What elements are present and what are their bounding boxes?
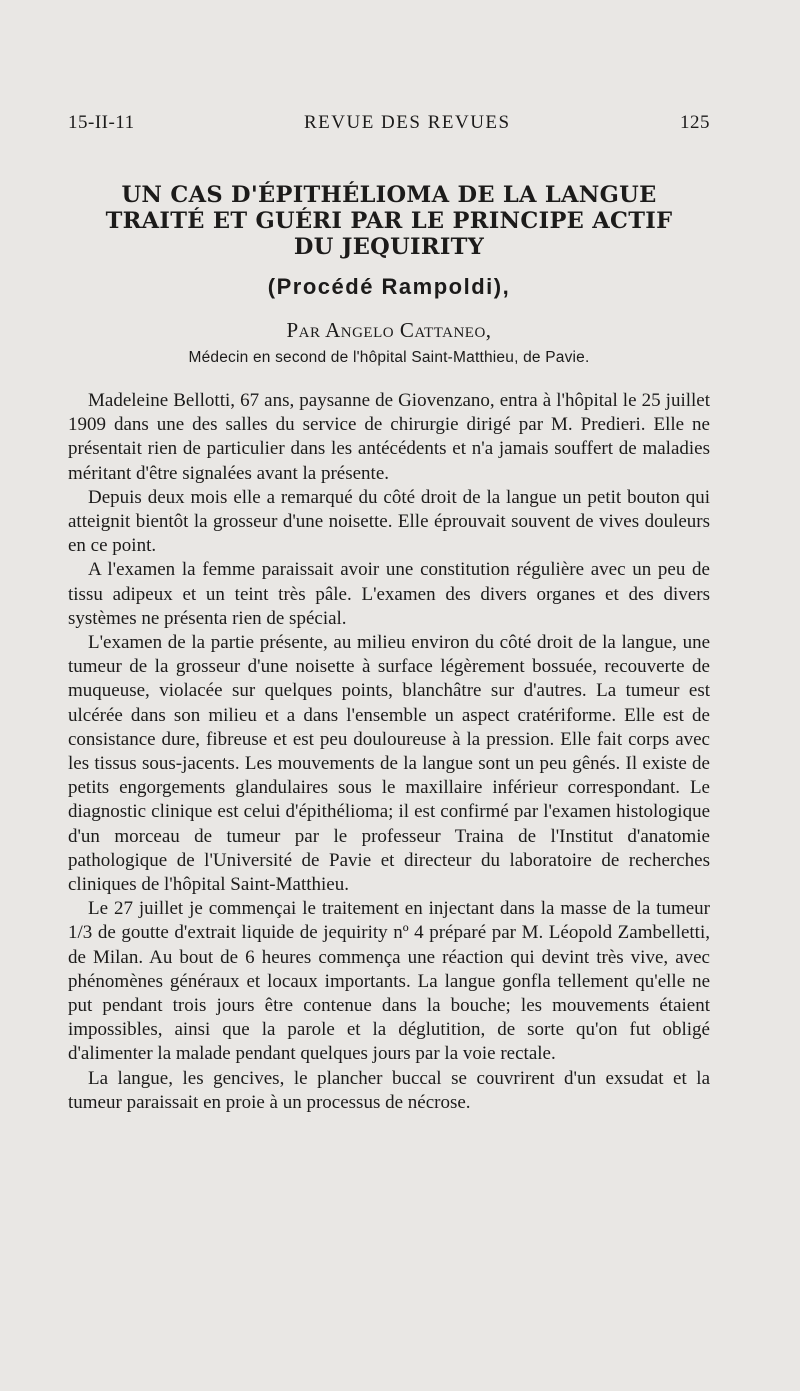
header-date: 15-II-11 <box>68 112 135 133</box>
page <box>68 112 710 1115</box>
article-author: Par Angelo Cattaneo, <box>286 318 492 342</box>
body-paragraph: Madeleine Bellotti, 67 ans, paysanne de Giovenzano, entra à l'hôpital le 25 juillet 1909 dans une des salles du service de chirurgie dirigé par M. Predieri. Elle ne présentait rien de particulier dans les antécédents et n'a jamais souffert de maladies méritant d'être signalées avant la présente. <box>68 390 710 484</box>
header-journal-title: REVUE DES REVUES <box>303 112 511 133</box>
running-header <box>68 112 710 152</box>
article-title-line: DU JEQUIRITY <box>293 234 485 260</box>
author-affiliation: Médecin en second de l'hôpital Saint-Matthieu, de Pavie. <box>188 349 590 366</box>
body-paragraph: La langue, les gencives, le plancher buccal se couvrirent d'un exsudat et la tumeur paraissait en proie à un processus de nécrose. <box>68 1067 710 1113</box>
body-paragraph: Depuis deux mois elle a remarqué du côté droit de la langue un petit bouton qui atteignit bientôt la grosseur d'une noisette. Elle éprouvait souvent de vives douleurs en ce point. <box>68 486 710 557</box>
article-title <box>68 182 710 260</box>
article-title-block <box>68 182 710 367</box>
header-page-number: 125 <box>679 112 710 133</box>
body-paragraph: A l'examen la femme paraissait avoir une constitution régulière avec un peu de tissu adipeux et un teint très pâle. L'examen des divers organes et des divers systèmes ne présenta rien de spécial. <box>68 559 710 629</box>
body-paragraph: Le 27 juillet je commençai le traitement en injectant dans la masse de la tumeur 1/3 de goutte d'extrait liquide de jequirity nº 4 préparé par M. Léopold Zambelletti, de Milan. Au bout de 6 heures commença une réaction qui devint très vive, avec phénomènes généraux et locaux importants. La langue gonfla tellement qu'elle ne put pendant trois jours être contenue dans la bouche; les mouvements étaient impossibles, ainsi que la parole et la déglutition, de sorte qu'on fut obligé d'alimenter la malade pendant quelques jours par la voie rectale. <box>68 898 710 1065</box>
body-paragraph: L'examen de la partie présente, au milieu environ du côté droit de la langue, une tumeur de la grosseur d'une noisette à surface légèrement bossuée, recouverte de muqueuse, violacée sur quelques points, blanchâtre sur d'autres. La tumeur est ulcérée dans son milieu et a dans l'ensemble un aspect cratériforme. Elle est de consistance dure, fibreuse et est peu douloureuse à la pression. Elle fait corps avec les tissus sous-jacents. Les mouvements de la langue sont un peu gênés. Il existe de petits engorgements glandulaires sous le maxillaire inférieur correspondant. Le diagnostic clinique est celui d'épithélioma; il est confirmé par l'examen histologique d'un morceau de tumeur par le professeur Traina de l'Institut d'anatomie pathologique de l'Université de Pavie et directeur du laboratoire de recherches cliniques de l'hôpital Saint-Matthieu. <box>68 632 710 896</box>
article-title-line: UN CAS D'ÉPITHÉLIOMA DE LA LANGUE <box>121 182 657 208</box>
article-title-line: TRAITÉ ET GUÉRI PAR LE PRINCIPE ACTIF <box>105 208 673 234</box>
article-subtitle: (Procédé Rampoldi), <box>267 274 511 299</box>
article-body <box>68 389 710 1115</box>
